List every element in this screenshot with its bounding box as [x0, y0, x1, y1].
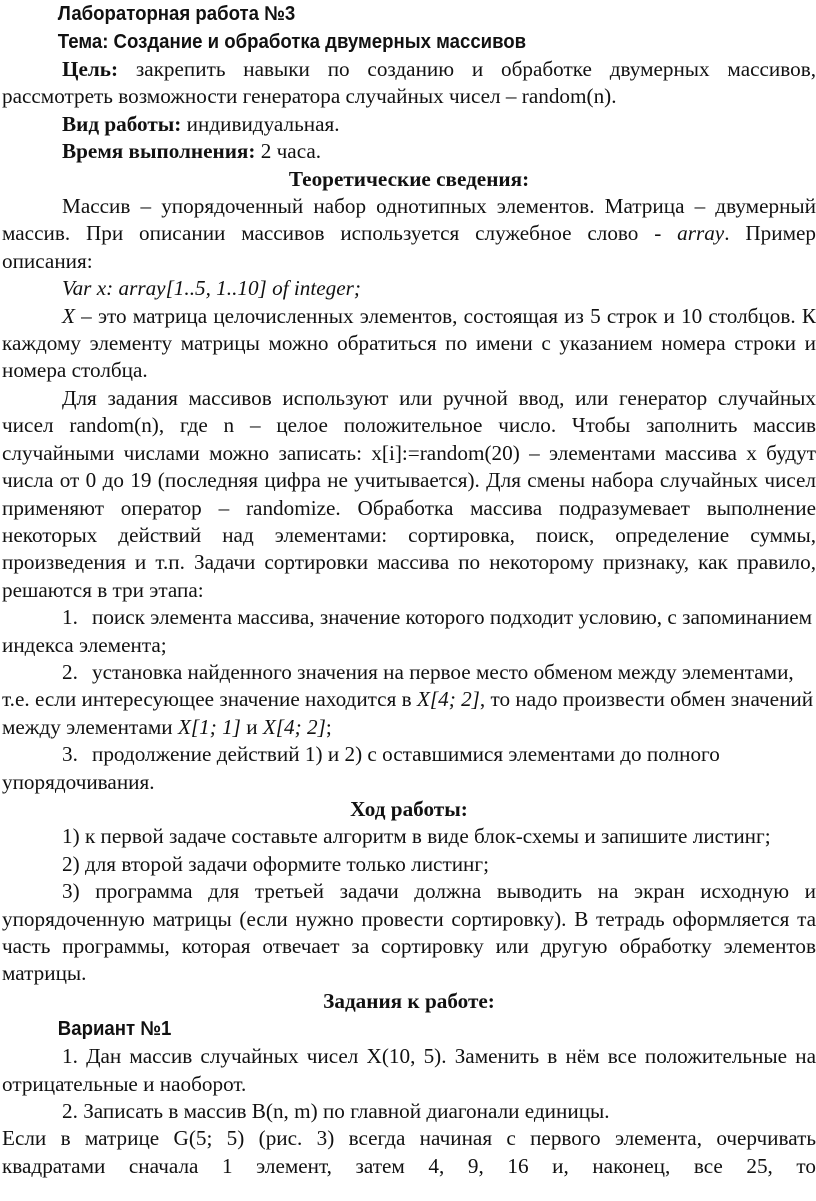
procedure-item-2: 2) для второй задачи оформите только листинг;	[62, 851, 489, 876]
time-label: Время выполнения:	[62, 139, 256, 164]
theory-paragraph-1	[2, 193, 816, 275]
time-line	[2, 138, 816, 165]
theory-p1-keyword: array	[677, 221, 725, 246]
step-3-number: 3.	[62, 742, 78, 767]
step-1-number: 1.	[62, 605, 78, 630]
step-2-ref-1: X[4; 2]	[416, 687, 480, 712]
theory-p1-after: . Пример описания:	[2, 221, 816, 273]
tasks-heading: Задания к работе:	[323, 988, 495, 1013]
theory-p2-text: – это матрица целочисленных элементов, состоящая из 5 строк и 10 столбцов. К каждому элементу матрицы можно обратиться по имени с указанием номера строки и номера столбца.	[2, 303, 816, 383]
task-1: 1. Дан массив случайных чисел X(10, 5). Заменить в нём все положительные на отрицательные и наоборот.	[2, 1044, 816, 1096]
step-2-number: 2.	[62, 659, 78, 684]
theory-p2-var: X	[62, 303, 75, 328]
work-type-value: индивидуальная.	[186, 111, 340, 136]
theory-paragraph-3: Для задания массивов используют или ручной ввод, или генератор случайных чисел random(n), где n – целое положительное число. Чтобы заполнить массив случайными числами можно записать: x[i]:=random(20) – элементами массива x будут числа от 0 до 19 (последняя цифра не учитывается). Для смены набора случайных чисел применяют оператор – randomize. Обработка массива подразумевает выполнение некоторых действий над элементами: сортировка, поиск, определение суммы, произведения и т.п. Задачи сортировки массива по некоторому признаку, как правило, решаются в три этапа:	[2, 385, 816, 602]
step-1	[2, 604, 816, 659]
step-2-ref-2: X[1; 1]	[177, 714, 241, 739]
lab-title: Лабораторная работа №3	[57, 3, 296, 25]
step-2	[2, 659, 816, 741]
step-2-text-a: установка найденного значения на первое место обменом между элементами, т.е. если интересующее значение находится в	[2, 659, 794, 712]
step-2-ref-3: X[4; 2]	[262, 714, 326, 739]
procedure-heading: Ход работы:	[350, 796, 468, 821]
goal-text: закрепить навыки по созданию и обработке двумерных массивов, рассмотреть возможности генератора случайных чисел – random(n).	[2, 57, 816, 109]
step-2-text-d: ;	[325, 714, 332, 739]
step-1-text: поиск элемента массива, значение которого подходит условию, с запоминанием индекса элемента;	[2, 605, 813, 657]
time-value: 2 часа.	[260, 139, 322, 164]
work-type-line	[2, 111, 816, 138]
work-type-label: Вид работы:	[62, 111, 182, 136]
procedure-item-1: 1) к первой задаче составьте алгоритм в виде блок-схемы и запишите листинг;	[62, 824, 771, 849]
theory-p1-before: Массив – упорядоченный набор однотипных элементов. Матрица – двумерный массив. При описании массивов используется служебное слово -	[2, 194, 816, 246]
theory-paragraph-2	[2, 303, 816, 385]
code-example: Var x: array[1..5, 1..10] of integer;	[62, 276, 361, 301]
theory-heading: Теоретические сведения:	[288, 166, 530, 191]
task-2: 2. Записать в массив B(n, m) по главной диагонали единицы.	[62, 1099, 610, 1124]
task-3: Если в матрице G(5; 5) (рис. 3) всегда начиная с первого элемента, очерчивать квадратами сначала 1 элемент, затем 4, 9, 16 и, наконец, все 25, то	[2, 1126, 816, 1178]
step-2-text-b: , то надо произвести обмен значений между элементами	[2, 687, 814, 739]
topic-title: Тема: Создание и обработка двумерных массивов	[57, 31, 527, 53]
step-2-text-c: и	[240, 714, 263, 739]
goal-label: Цель:	[62, 57, 119, 81]
step-3-text: продолжение действий 1) и 2) с оставшимися элементами до полного упорядочивания.	[2, 742, 720, 794]
step-3	[2, 741, 816, 796]
goal-paragraph	[2, 56, 816, 111]
variant-title: Вариант №1	[57, 1018, 172, 1041]
procedure-item-3: 3) программа для третьей задачи должна выводить на экран исходную и упорядоченную матрицы (если нужно провести сортировку). В тетрадь оформляется та часть программы, которая отвечает за сортировку или другую обработку элементов матрицы.	[2, 879, 816, 986]
